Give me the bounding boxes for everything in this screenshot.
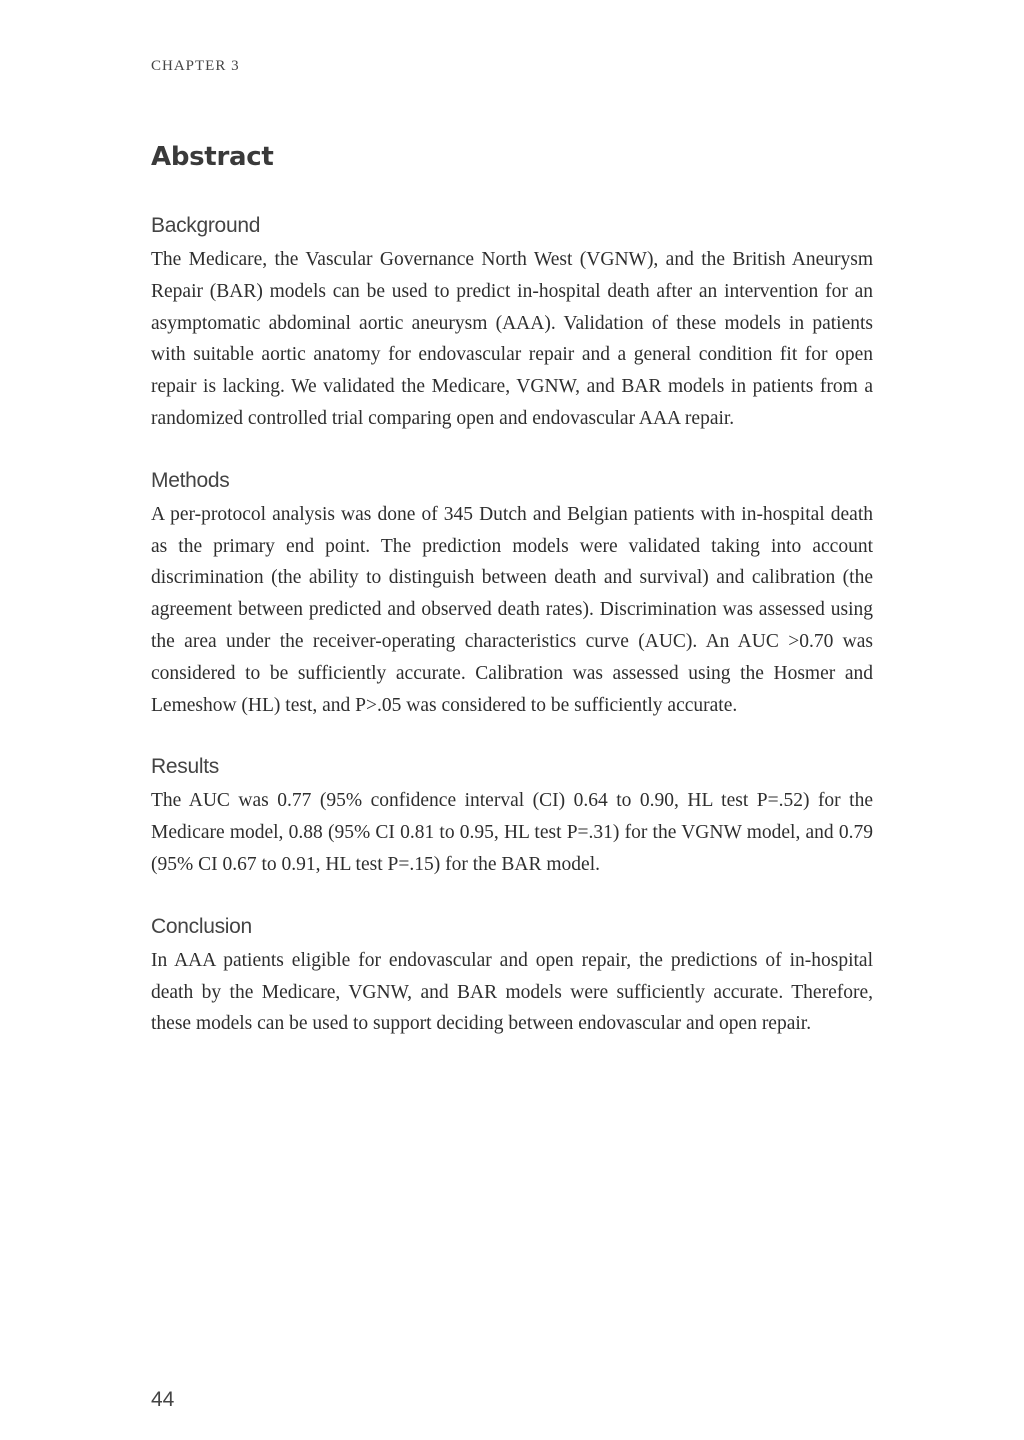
page-title: Abstract <box>151 142 274 172</box>
section-heading: Conclusion <box>151 914 252 938</box>
section-heading: Methods <box>151 468 230 492</box>
section-heading: Background <box>151 214 261 237</box>
section-heading: Results <box>151 755 219 779</box>
running-head: CHAPTER 3 <box>151 58 240 74</box>
section-text: In AAA patients eligible for endovascular and open repair, the predictions of in-hospital death by the Medicare, VGNW, and BAR models were sufficiently accurate. Therefore, these models can be used to support deciding between endovascular and open repair. <box>151 949 873 1035</box>
section-text: A per-protocol analysis was done of 345 Dutch and Belgian patients with in-hospital death as the primary end point. The prediction models were validated taking into account discrimination (the ability to distinguish between death and survival) and calibration (the agreement between predicted and observed death rates). Discrimination was assessed using the area under the receiver-operating characteristics curve (AUC). An AUC >0.70 was considered to be sufficiently accurate. Calibration was assessed using the Hosmer and Lemeshow (HL) test, and P>.05 was considered to be sufficiently accurate. <box>151 503 873 716</box>
section-conclusion <box>151 911 873 1040</box>
page-number: 44 <box>151 1388 175 1411</box>
section-text: The Medicare, the Vascular Governance North West (VGNW), and the British Aneurysm Repair (BAR) models can be used to predict in-hospital death after an intervention for an asymptomatic abdominal aortic aneurysm (AAA). Validation of these models in patients with suitable aortic anatomy for endovascular repair and a general condition fit for open repair is lacking. We validated the Medicare, VGNW, and BAR models in patients from a randomized controlled trial comparing open and endovascular AAA repair. <box>151 249 873 429</box>
section-methods <box>151 465 873 722</box>
section-text: The AUC was 0.77 (95% confidence interval (CI) 0.64 to 0.90, HL test P=.52) for the Medicare model, 0.88 (95% CI 0.81 to 0.95, HL test P=.31) for the VGNW model, and 0.79 (95% CI 0.67 to 0.91, HL test P=.15) for the BAR model. <box>151 790 873 875</box>
section-results <box>151 751 873 880</box>
section-background <box>151 210 873 435</box>
abstract-body <box>151 210 873 1070</box>
